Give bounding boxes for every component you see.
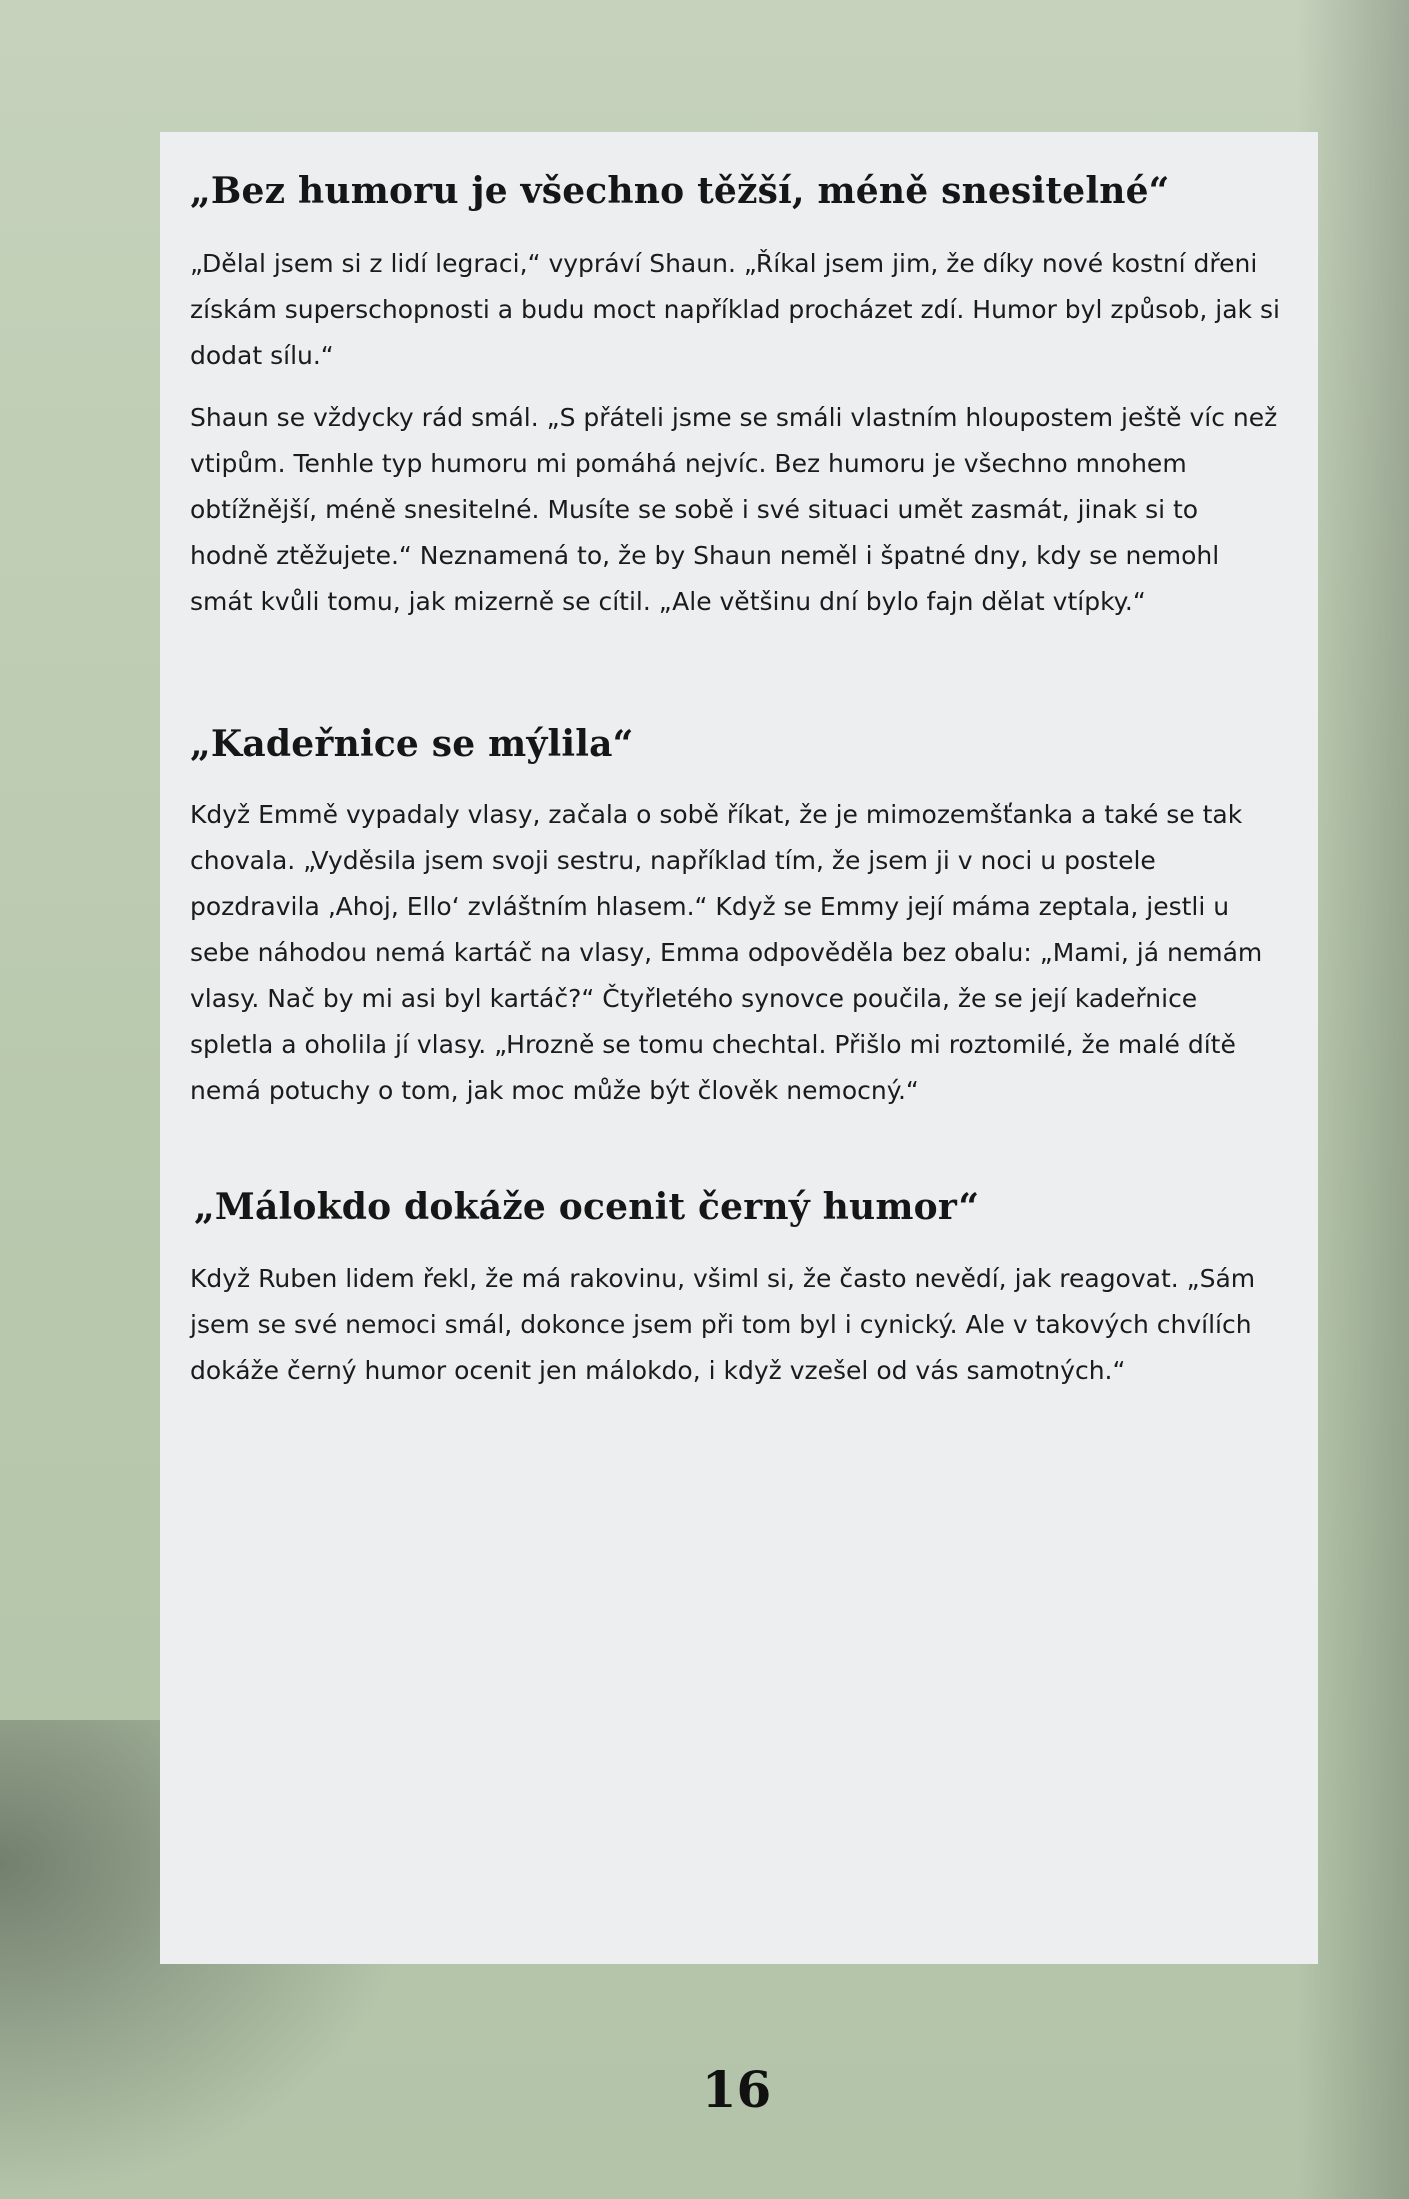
section-title-kadernice: „Kadeřnice se mýlila“ [190,723,634,766]
section-title-cerny-humor: „Málokdo dokáže ocenit černý humor“ [194,1186,980,1229]
section-title-humor: „Bez humoru je všechno těžší, méně snesitelné“ [190,170,1170,212]
page-number: 16 [701,2060,772,2119]
paragraph-shaun-1: „Dělal jsem si z lidí legraci,“ vypráví Shaun. „Říkal jsem jim, že díky nové kostní dřeni získám superschopnosti a budu moct například procházet zdí. Humor byl způsob, jak si dodat sílu.“ [190,249,1280,371]
paragraph-ruben: Když Ruben lidem řekl, že má rakovinu, všiml si, že často nevědí, jak reagovat. „Sám jsem se své nemoci smál, dokonce jsem při tom byl i cynický. Ale v takových chvílích dokáže černý humor ocenit jen málokdo, i když vzešel od vás samotných.“ [190,1263,1256,1385]
text-panel [160,132,1318,1964]
paragraph-shaun-2: Shaun se vždycky rád smál. „S přáteli jsme se smáli vlastním hloupostem ještě víc než vtipům. Tenhle typ humoru mi pomáhá nejvíc. Bez humoru je všechno mnohem obtížnější, méně snesitelné. Musíte se sobě i své situaci umět zasmát, jinak si to hodně ztěžujete.“ Neznamená to, že by Shaun neměl i špatné dny, kdy se nemohl smát kvůli tomu, jak mizerně se cítil. „Ale většinu dní bylo fajn dělat vtípky.“ [190,403,1278,617]
paragraph-emma: Když Emmě vypadaly vlasy, začala o sobě říkat, že je mimozemšťanka a také se tak chovala. „Vyděsila jsem svoji sestru, například tím, že jsem ji v noci u postele pozdravila ‚Ahoj, Ello‘ zvláštním hlasem.“ Když se Emmy její máma zeptala, jestli u sebe náhodou nemá kartáč na vlasy, Emma odpověděla bez obalu: „Mami, já nemám vlasy. Nač by mi asi byl kartáč?“ Čtyřletého synovce poučila, že se její kadeřnice spletla a oholila jí vlasy. „Hrozně se tomu chechtal. Přišlo mi roztomilé, že malé dítě nemá potuchy o tom, jak moc může být člověk nemocný.“ [190,800,1263,1106]
